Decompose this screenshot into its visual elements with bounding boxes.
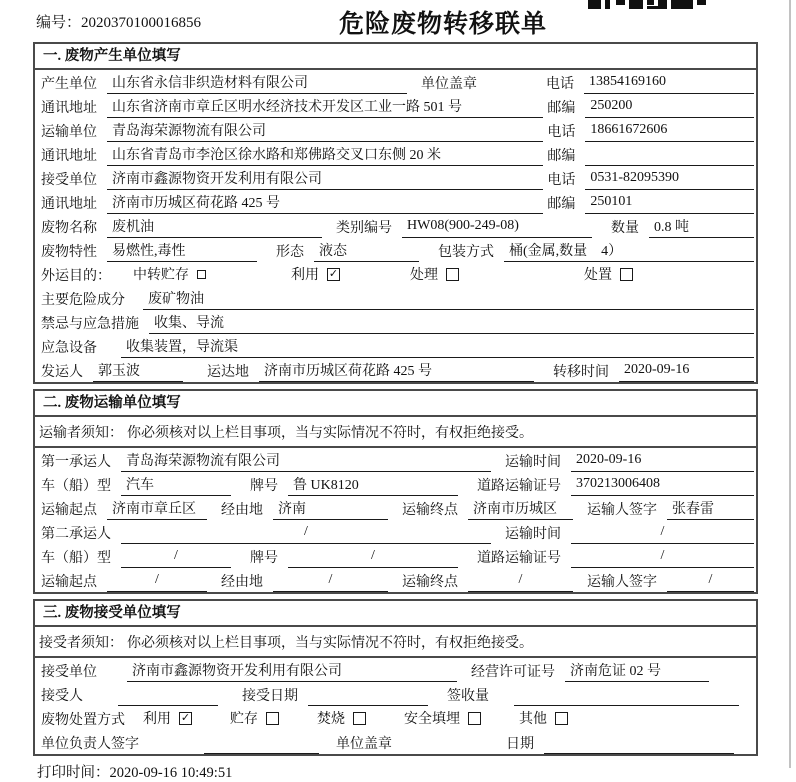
route-start-label: 运输起点 bbox=[41, 503, 97, 518]
document-header bbox=[0, 0, 796, 42]
option-label: 利用 bbox=[143, 712, 171, 727]
checkbox-icon: ✓ bbox=[180, 710, 191, 724]
route-row bbox=[35, 496, 756, 520]
precaution-label: 禁忌与应急措施 bbox=[41, 317, 139, 332]
vehicle-type-label: 车（船）型 bbox=[41, 479, 111, 494]
accepting-unit-row bbox=[35, 658, 756, 682]
acceptor-value bbox=[118, 686, 218, 706]
section-producer-title: 一. 废物产生单位填写 bbox=[35, 44, 756, 70]
purpose-option-transfer-storage bbox=[133, 264, 206, 286]
transport-time2-label: 运输时间 bbox=[505, 527, 561, 542]
receiver-unit-row bbox=[35, 166, 756, 190]
producer-unit-label: 产生单位 bbox=[41, 77, 97, 92]
responsible-sign-value bbox=[204, 734, 319, 754]
option-label: 中转贮存 bbox=[133, 268, 189, 283]
option-label: 处置 bbox=[584, 268, 612, 283]
checkbox-icon: ✓ bbox=[328, 266, 339, 280]
second-carrier-value: / bbox=[121, 524, 491, 544]
sign-date-value bbox=[544, 734, 734, 754]
option-label: 处理 bbox=[410, 268, 438, 283]
print-time bbox=[37, 761, 796, 782]
receiver-zip-label: 邮编 bbox=[547, 197, 576, 212]
option-label: 贮存 bbox=[230, 712, 258, 727]
waste-category-label: 类别编号 bbox=[336, 221, 392, 236]
sign-date-label: 日期 bbox=[506, 737, 534, 752]
road-permit2-label: 道路运输证号 bbox=[477, 551, 561, 566]
producer-address-row bbox=[35, 94, 756, 118]
transporter-notice-label: 运输者须知： bbox=[39, 426, 123, 441]
serial-value: 2020370100016856 bbox=[81, 15, 202, 31]
route2-via-label: 经由地 bbox=[221, 575, 263, 590]
waste-traits-row bbox=[35, 238, 756, 262]
received-quantity-label: 签收量 bbox=[447, 689, 489, 704]
packing-method-label: 包装方式 bbox=[438, 245, 494, 260]
receiver-address-value: 济南市历城区荷花路 425 号 bbox=[107, 192, 543, 214]
license-number-value: 济南危证 02 号 bbox=[565, 660, 709, 682]
waste-category-value: HW08(900-249-08) bbox=[402, 218, 592, 238]
producer-address-label: 通讯地址 bbox=[41, 101, 97, 116]
producer-zip-value: 250200 bbox=[585, 98, 754, 118]
responsible-sign-label: 单位负责人签字 bbox=[41, 737, 139, 752]
route2-via-value: / bbox=[273, 572, 388, 592]
waste-form-label: 形态 bbox=[276, 245, 304, 260]
producer-address-value: 山东省济南市章丘区明水经济技术开发区工业一路 501 号 bbox=[107, 96, 543, 118]
dispatch-row bbox=[35, 358, 756, 382]
checkbox-icon bbox=[266, 712, 279, 725]
disposal-method-label: 废物处置方式 bbox=[41, 713, 125, 728]
disposal-method-row bbox=[35, 706, 756, 730]
transporter-sign-value: 张春雷 bbox=[667, 498, 754, 520]
disposal-option-utilize bbox=[143, 708, 192, 730]
transport-time-value: 2020-09-16 bbox=[571, 452, 754, 472]
route-via-value: 济南 bbox=[273, 498, 388, 520]
page-title: 危险废物转移联单 bbox=[338, 11, 547, 38]
transporter-sign-label: 运输人签字 bbox=[587, 503, 657, 518]
receiver-zip-value: 250101 bbox=[585, 194, 754, 214]
precaution-value: 收集、导流 bbox=[149, 312, 754, 334]
transporter-unit-row bbox=[35, 118, 756, 142]
disposal-option-store bbox=[230, 708, 279, 730]
transporter-unit-value: 青岛海荣源物流有限公司 bbox=[107, 120, 543, 142]
dispatcher-value: 郭玉波 bbox=[93, 360, 183, 382]
producer-unit-row bbox=[35, 70, 756, 94]
precaution-row bbox=[35, 310, 756, 334]
option-label: 焚烧 bbox=[317, 712, 345, 727]
disposal-option-other bbox=[519, 708, 568, 730]
section-receiver-title: 三. 废物接受单位填写 bbox=[35, 601, 756, 627]
route2-end-value: / bbox=[468, 572, 573, 592]
transporter-unit-label: 运输单位 bbox=[41, 125, 97, 140]
transporter-address-value: 山东省青岛市李沧区徐水路和郑佛路交叉口东侧 20 米 bbox=[107, 144, 543, 166]
transporter-address-label: 通讯地址 bbox=[41, 149, 97, 164]
transporter-address-row bbox=[35, 142, 756, 166]
accept-date-value bbox=[308, 686, 428, 706]
purpose-option-dispose bbox=[584, 264, 633, 286]
transporter-phone-label: 电话 bbox=[547, 125, 576, 140]
unit-seal2-label: 单位盖章 bbox=[336, 737, 392, 752]
hazard-component-label: 主要危险成分 bbox=[41, 293, 125, 308]
transfer-purpose-row bbox=[35, 262, 756, 286]
transporter-phone-value: 18661672606 bbox=[585, 122, 754, 142]
transporter-notice-row bbox=[35, 417, 756, 448]
purpose-option-treat bbox=[410, 264, 459, 286]
transporter-zip-value bbox=[585, 146, 754, 166]
received-quantity-value bbox=[514, 686, 739, 706]
waste-quantity-value: 0.8 吨 bbox=[649, 216, 754, 238]
waste-quantity-label: 数量 bbox=[611, 221, 639, 236]
receiver-phone-value: 0531-82095390 bbox=[585, 170, 754, 190]
transporter2-sign-label: 运输人签字 bbox=[587, 575, 657, 590]
producer-phone-label: 电话 bbox=[546, 77, 574, 92]
route-start-value: 济南市章丘区 bbox=[107, 498, 207, 520]
vehicle-type-row bbox=[35, 472, 756, 496]
accepting-unit-label: 接受单位 bbox=[41, 665, 97, 680]
serial-label: 编号： bbox=[36, 15, 82, 31]
receiver-notice-text: 你必须核对以上栏目事项，当与实际情况不符时，有权拒绝接受。 bbox=[127, 636, 533, 651]
unit-seal-label: 单位盖章 bbox=[421, 77, 477, 92]
producer-phone-value: 13854169160 bbox=[584, 74, 754, 94]
vehicle-type2-value: / bbox=[121, 548, 231, 568]
waste-form-value: 液态 bbox=[314, 240, 419, 262]
receiver-phone-label: 电话 bbox=[547, 173, 576, 188]
emergency-equipment-label: 应急设备 bbox=[41, 341, 97, 356]
road-permit-value: 370213006408 bbox=[571, 476, 754, 496]
transport-time-label: 运输时间 bbox=[505, 455, 561, 470]
route2-start-label: 运输起点 bbox=[41, 575, 97, 590]
emergency-equipment-row bbox=[35, 334, 756, 358]
emergency-equipment-value: 收集装置，导流渠 bbox=[121, 336, 754, 358]
disposal-option-landfill bbox=[404, 708, 481, 730]
plate-number2-value: / bbox=[288, 548, 458, 568]
route-end-label: 运输终点 bbox=[402, 503, 458, 518]
route2-end-label: 运输终点 bbox=[402, 575, 458, 590]
qr-code-icon bbox=[588, 0, 706, 10]
acceptor-label: 接受人 bbox=[41, 689, 83, 704]
producer-unit-value: 山东省永信非织造材料有限公司 bbox=[107, 72, 407, 94]
second-carrier-row bbox=[35, 520, 756, 544]
hazard-component-value: 废矿物油 bbox=[143, 288, 754, 310]
license-number-label: 经营许可证号 bbox=[471, 665, 555, 680]
print-time-value: 2020-09-16 10:49:51 bbox=[109, 765, 233, 781]
first-carrier-value: 青岛海荣源物流有限公司 bbox=[121, 450, 491, 472]
transfer-time-value: 2020-09-16 bbox=[619, 362, 754, 382]
vehicle-type2-row bbox=[35, 544, 756, 568]
receiver-unit-value: 济南市鑫源物资开发利用有限公司 bbox=[107, 168, 543, 190]
route-via-label: 经由地 bbox=[221, 503, 263, 518]
producer-zip-label: 邮编 bbox=[547, 101, 576, 116]
destination-value: 济南市历城区荷花路 425 号 bbox=[259, 360, 534, 382]
vehicle-type2-label: 车（船）型 bbox=[41, 551, 111, 566]
section-transporter bbox=[33, 389, 758, 594]
packing-method-value: 桶(金属,数量 4） bbox=[504, 240, 754, 262]
plate-number-value: 鲁 UK8120 bbox=[288, 474, 458, 496]
accepting-unit-value: 济南市鑫源物资开发利用有限公司 bbox=[127, 660, 457, 682]
first-carrier-row bbox=[35, 448, 756, 472]
transfer-purpose-label: 外运目的： bbox=[41, 269, 111, 284]
acceptor-row bbox=[35, 682, 756, 706]
waste-name-label: 废物名称 bbox=[41, 221, 97, 236]
hazard-component-row bbox=[35, 286, 756, 310]
receiver-notice-label: 接受者须知： bbox=[39, 636, 123, 651]
option-label: 利用 bbox=[291, 268, 319, 283]
plate-number-label: 牌号 bbox=[250, 479, 278, 494]
waste-name-row bbox=[35, 214, 756, 238]
section-producer bbox=[33, 42, 758, 384]
section-transporter-title: 二. 废物运输单位填写 bbox=[35, 391, 756, 417]
receiver-address-label: 通讯地址 bbox=[41, 197, 97, 212]
checkbox-icon bbox=[620, 268, 633, 281]
destination-label: 运达地 bbox=[207, 365, 249, 380]
checkbox-icon bbox=[555, 712, 568, 725]
road-permit2-value: / bbox=[571, 548, 754, 568]
route2-start-value: / bbox=[107, 572, 207, 592]
road-permit-label: 道路运输证号 bbox=[477, 479, 561, 494]
receiver-unit-label: 接受单位 bbox=[41, 173, 97, 188]
transfer-time-label: 转移时间 bbox=[553, 365, 609, 380]
vehicle-type-value: 汽车 bbox=[121, 474, 231, 496]
second-carrier-label: 第二承运人 bbox=[41, 527, 111, 542]
transport-time2-value: / bbox=[571, 524, 754, 544]
receiver-address-row bbox=[35, 190, 756, 214]
dispatcher-label: 发运人 bbox=[41, 365, 83, 380]
receiver-notice-row bbox=[35, 627, 756, 658]
waste-traits-label: 废物特性 bbox=[41, 245, 97, 260]
transporter-notice-text: 你必须核对以上栏目事项，当与实际情况不符时，有权拒绝接受。 bbox=[127, 426, 533, 441]
responsible-signature-row bbox=[35, 730, 756, 754]
disposal-option-incinerate bbox=[317, 708, 366, 730]
page-edge-line bbox=[789, 0, 791, 768]
route-end-value: 济南市历城区 bbox=[468, 498, 573, 520]
transporter2-sign-value: / bbox=[667, 572, 754, 592]
first-carrier-label: 第一承运人 bbox=[41, 455, 111, 470]
plate-number2-label: 牌号 bbox=[250, 551, 278, 566]
purpose-option-utilize bbox=[291, 264, 340, 286]
waste-traits-value: 易燃性,毒性 bbox=[107, 240, 257, 262]
checkbox-icon bbox=[197, 270, 206, 279]
option-label: 其他 bbox=[519, 712, 547, 727]
checkbox-icon bbox=[468, 712, 481, 725]
checkbox-icon bbox=[446, 268, 459, 281]
waste-name-value: 废机油 bbox=[107, 216, 322, 238]
section-receiver bbox=[33, 599, 758, 756]
accept-date-label: 接受日期 bbox=[242, 689, 298, 704]
transporter-zip-label: 邮编 bbox=[547, 149, 576, 164]
option-label: 安全填埋 bbox=[404, 712, 460, 727]
print-time-label: 打印时间： bbox=[37, 765, 110, 781]
checkbox-icon bbox=[353, 712, 366, 725]
route2-row bbox=[35, 568, 756, 592]
